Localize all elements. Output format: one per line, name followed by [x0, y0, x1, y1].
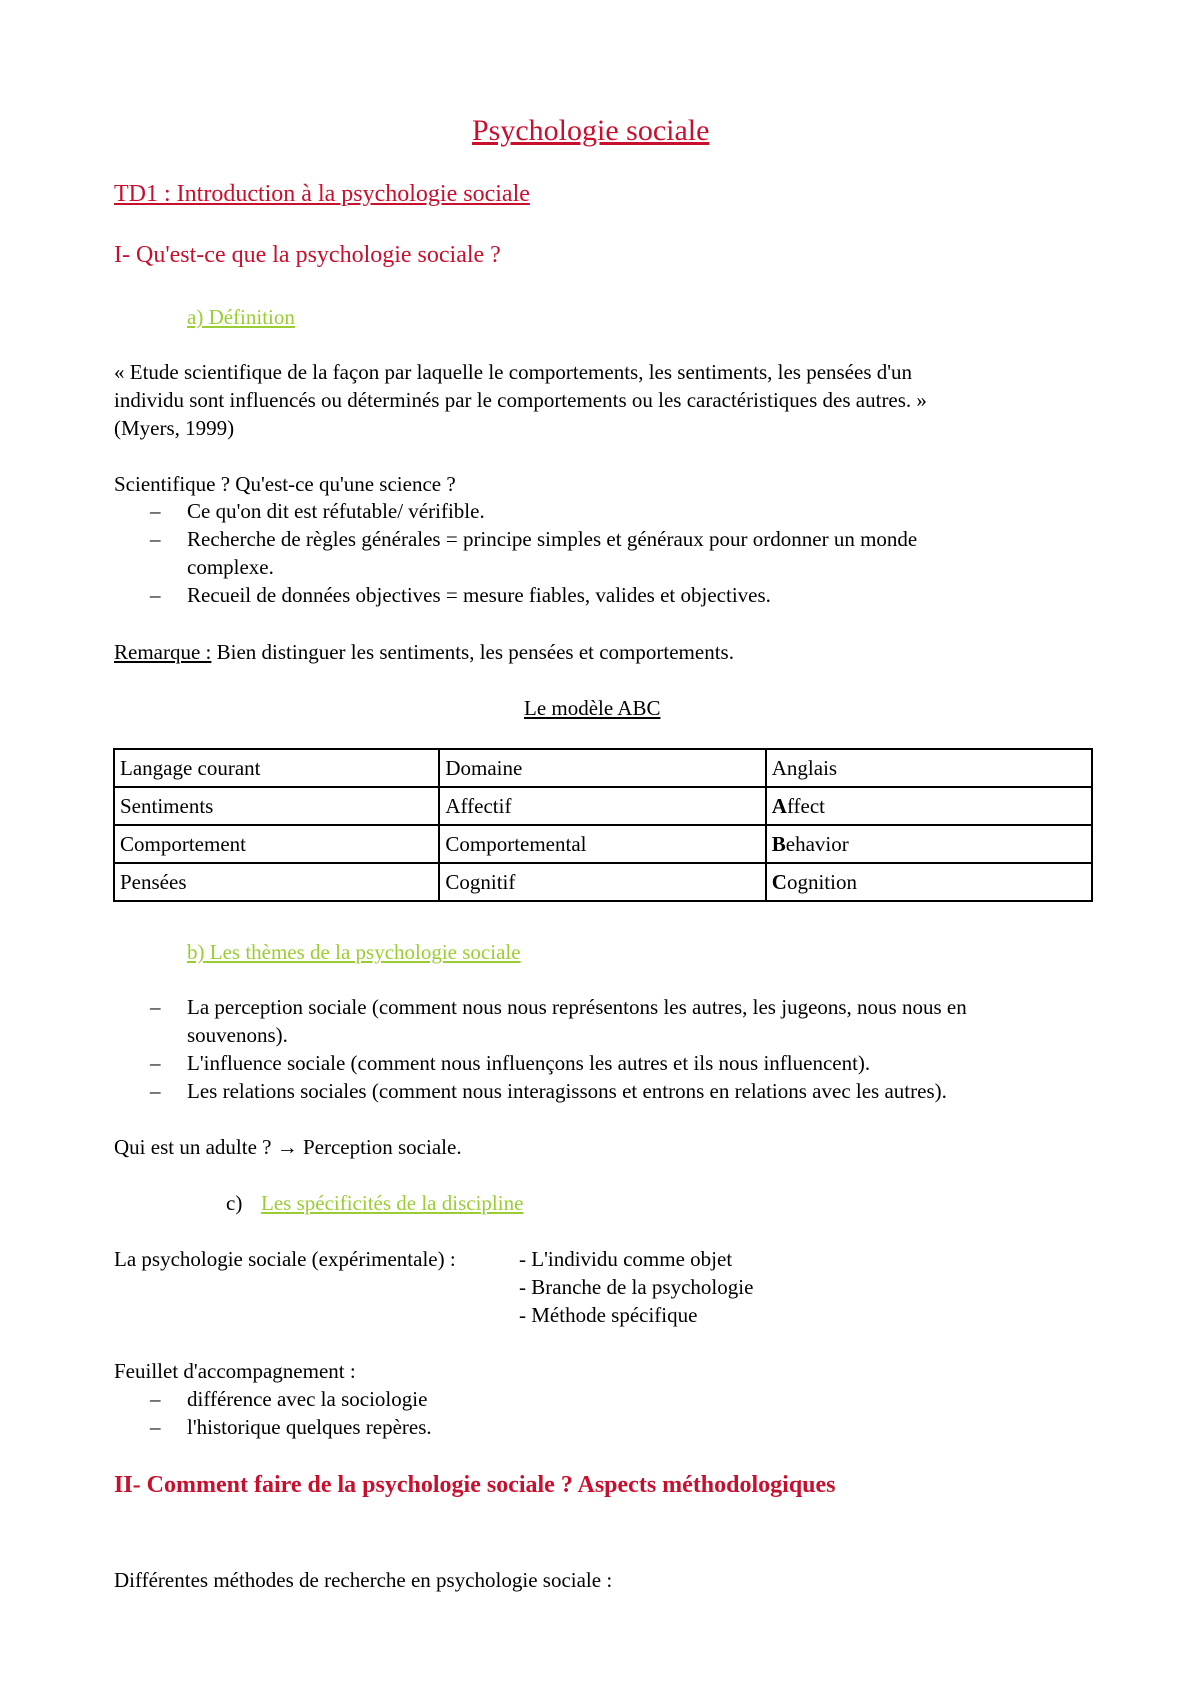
quote-line-1: « Etude scientifique de la façon par laquelle le comportements, les sentiments, les pensées d'un	[114, 360, 913, 384]
science-item: Ce qu'on dit est réfutable/ vérifible.	[187, 499, 485, 523]
feuillet-item: différence avec la sociologie	[187, 1387, 428, 1411]
remark-label: Remarque :	[114, 640, 212, 664]
psy-item: - Branche de la psychologie	[519, 1275, 754, 1299]
section1-heading: I- Qu'est-ce que la psychologie sociale ?	[114, 242, 501, 268]
initial-letter: B	[771, 831, 786, 856]
table-cell	[766, 825, 1092, 863]
quote-line-2: individu sont influencés ou déterminés par le comportements ou les caractéristiques des autres. »	[114, 388, 927, 412]
quote-reference: (Myers, 1999)	[114, 416, 235, 440]
cell-text: Anglais	[771, 755, 838, 780]
theme-item: L'influence sociale (comment nous influençons les autres et ils nous influencent).	[187, 1051, 871, 1075]
theme-item: Les relations sociales (comment nous interagissons et entrons en relations avec les autres).	[187, 1079, 947, 1103]
table-cell: Comportemental	[439, 825, 765, 863]
table-cell: Sentiments	[114, 787, 439, 825]
psy-item: - L'individu comme objet	[519, 1247, 733, 1271]
initial-letter: A	[771, 793, 787, 818]
cell-text: ognition	[786, 869, 857, 894]
list-bullet: –	[150, 1415, 161, 1439]
feuillet-item: l'historique quelques repères.	[187, 1415, 432, 1439]
td1-heading: TD1 : Introduction à la psychologie sociale	[114, 181, 530, 207]
specificities-heading: Les spécificités de la discipline	[261, 1191, 524, 1215]
list-bullet: –	[150, 499, 161, 523]
specificities-label: c)	[226, 1191, 243, 1215]
table-cell: Domaine	[439, 749, 765, 787]
science-item: Recueil de données objectives = mesure fiables, valides et objectives.	[187, 583, 771, 607]
cell-text: ehavior	[785, 831, 849, 856]
remark-line	[114, 638, 734, 666]
psy-item: - Méthode spécifique	[519, 1303, 698, 1327]
list-bullet: –	[150, 1079, 161, 1103]
table-cell: Langage courant	[114, 749, 439, 787]
themes-heading: b) Les thèmes de la psychologie sociale	[187, 940, 521, 964]
table-row	[114, 787, 1092, 825]
table-row	[114, 863, 1092, 901]
theme-item-continued: souvenons).	[187, 1023, 288, 1047]
list-bullet: –	[150, 583, 161, 607]
table-row	[114, 749, 1092, 787]
list-bullet: –	[150, 527, 161, 551]
table-cell: Cognitif	[439, 863, 765, 901]
psy-intro: La psychologie sociale (expérimentale) :	[114, 1247, 456, 1271]
list-bullet: –	[150, 995, 161, 1019]
table-cell	[766, 787, 1092, 825]
adult-question: Qui est un adulte ? → Perception sociale.	[114, 1135, 462, 1159]
science-item: Recherche de règles générales = principe simples et généraux pour ordonner un monde	[187, 527, 918, 551]
page-title: Psychologie sociale	[472, 114, 710, 147]
theme-item: La perception sociale (comment nous nous représentons les autres, les jugeons, nous nous en	[187, 995, 967, 1019]
methods-intro: Différentes méthodes de recherche en psychologie sociale :	[114, 1568, 613, 1592]
abc-table	[113, 748, 1093, 902]
initial-letter: C	[771, 869, 787, 894]
section2-heading: II- Comment faire de la psychologie sociale ? Aspects méthodologiques	[114, 1472, 836, 1498]
definition-heading: a) Définition	[187, 305, 295, 329]
science-item-continued: complexe.	[187, 555, 274, 579]
table-row	[114, 825, 1092, 863]
abc-caption: Le modèle ABC	[524, 696, 661, 720]
table-cell: Pensées	[114, 863, 439, 901]
science-question: Scientifique ? Qu'est-ce qu'une science ?	[114, 472, 456, 496]
table-cell: Comportement	[114, 825, 439, 863]
remark-text: Bien distinguer les sentiments, les pensées et comportements.	[211, 640, 734, 664]
list-bullet: –	[150, 1051, 161, 1075]
table-cell	[766, 749, 1092, 787]
table-cell: Affectif	[439, 787, 765, 825]
table-cell	[766, 863, 1092, 901]
feuillet-label: Feuillet d'accompagnement :	[114, 1359, 356, 1383]
cell-text: ffect	[786, 793, 826, 818]
list-bullet: –	[150, 1387, 161, 1411]
